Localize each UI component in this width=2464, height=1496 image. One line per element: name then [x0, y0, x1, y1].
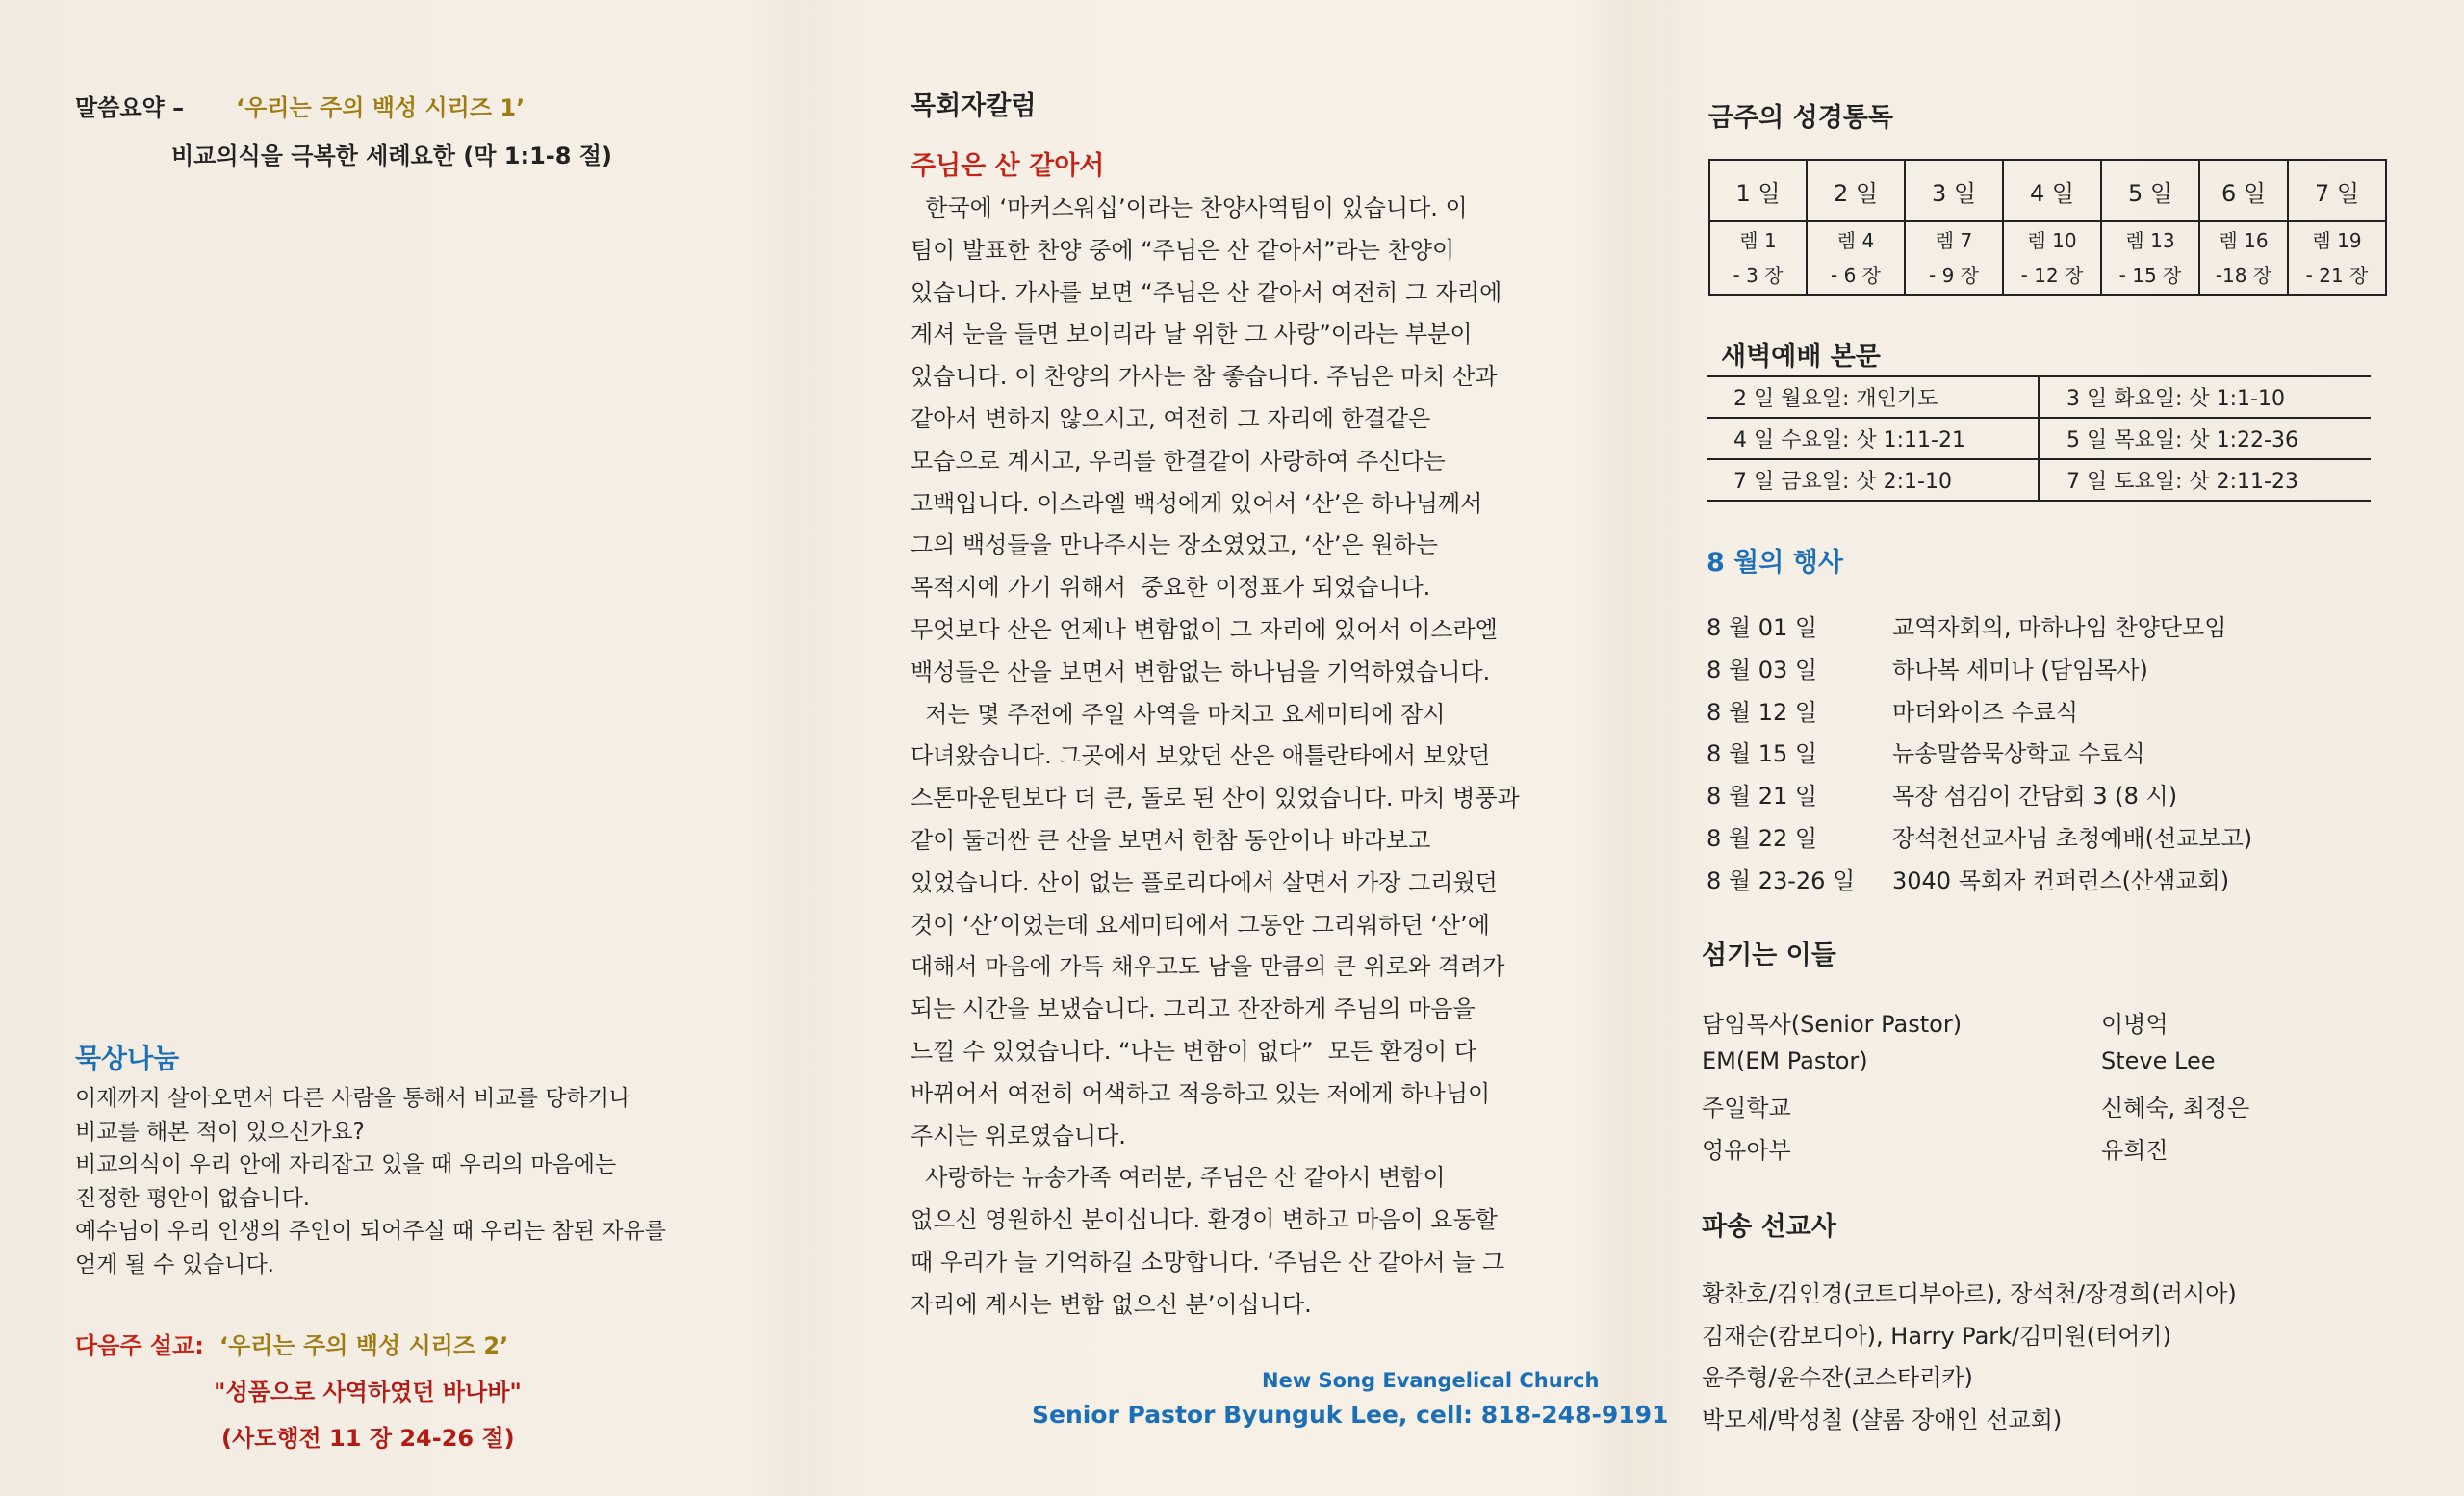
- column-line: 느낄 수 있었습니다. “나는 변함이 없다” 모든 환경이 다: [911, 1037, 1477, 1065]
- reading-cell: [2288, 221, 2386, 295]
- reading-book: 렘 7: [1935, 229, 1973, 252]
- column-line: 같아서 변하지 않으시고, 여전히 그 자리에 한결같은: [911, 404, 1431, 432]
- meditation-line: 비교를 해본 적이 있으신가요?: [75, 1119, 365, 1145]
- column-title: 주님은 산 같아서: [911, 151, 1105, 181]
- column-line: 팀이 발표한 찬양 중에 “주님은 산 같아서”라는 찬양이: [911, 236, 1455, 264]
- column-line: 때 우리가 늘 기억하길 소망합니다. ‘주님은 산 같아서 늘 그: [911, 1248, 1505, 1276]
- server-name: 유희진: [2101, 1137, 2169, 1164]
- dawn-heading: 새벽예배 본문: [1721, 342, 1881, 372]
- reading-book: 렘 10: [2027, 229, 2077, 252]
- meditation-line: 얻게 될 수 있습니다.: [75, 1251, 274, 1277]
- event-date: 8 월 12 일: [1707, 699, 1818, 726]
- event-name: 마더와이즈 수료식: [1892, 699, 2079, 726]
- reading-heading: 금주의 성경통독: [1708, 103, 1893, 133]
- dawn-cell: 7 일 금요일: 삿 2:1-10: [1707, 459, 2039, 501]
- reading-chapters: - 9 장: [1929, 264, 1979, 287]
- column-line: 있습니다. 가사를 보면 “주님은 산 같아서 여전히 그 자리에: [911, 278, 1502, 306]
- column-heading: 목회자칼럼: [911, 91, 1037, 121]
- column-line: 없으신 영원하신 분이십니다. 환경이 변하고 마음이 요동할: [911, 1206, 1498, 1234]
- meditation-line: 비교의식이 우리 안에 자리잡고 있을 때 우리의 마음에는: [75, 1152, 617, 1178]
- server-name: 이병억: [2101, 1011, 2169, 1038]
- meditation-text: [75, 1082, 666, 1282]
- dawn-cell: 4 일 수요일: 삿 1:11-21: [1707, 418, 2039, 459]
- next-sermon-reference: (사도행전 11 장 24-26 절): [221, 1425, 515, 1452]
- dawn-cell: 5 일 목요일: 삿 1:22-36: [2039, 418, 2371, 459]
- column-line: 스톤마운틴보다 더 큰, 돌로 된 산이 있었습니다. 마치 병풍과: [911, 785, 1520, 812]
- column-line: 주시는 위로였습니다.: [911, 1122, 1126, 1149]
- column-line: 것이 ‘산’이었는데 요세미티에서 그동안 그리워하던 ‘산’에: [911, 911, 1490, 939]
- reading-day: 7 일: [2288, 160, 2386, 221]
- event-name: 목장 섬김이 간담회 3 (8 시): [1892, 783, 2178, 810]
- reading-chapters: - 15 장: [2118, 264, 2182, 287]
- reading-book: 렘 13: [2125, 229, 2175, 252]
- reading-day: 3 일: [1905, 160, 2003, 221]
- column-line: 그의 백성들을 만나주시는 장소였었고, ‘산’은 원하는: [911, 531, 1438, 559]
- missionary-line: 황찬호/김인경(코트디부아르), 장석천/장경희(러시아): [1702, 1280, 2237, 1307]
- reading-chapters: - 21 장: [2305, 264, 2369, 287]
- server-role: 영유아부: [1702, 1137, 1791, 1164]
- meditation-line: 진정한 평안이 없습니다.: [75, 1185, 311, 1211]
- reading-cell: [1807, 221, 1905, 295]
- servers-heading: 섬기는 이들: [1702, 941, 1836, 970]
- reading-chapters: -18 장: [2215, 264, 2272, 287]
- event-date: 8 월 22 일: [1707, 825, 1818, 852]
- meditation-line: 예수님이 우리 인생의 주인이 되어주실 때 우리는 참된 자유를: [75, 1219, 666, 1245]
- meditation-line: 이제까지 살아오면서 다른 사람을 통해서 비교를 당하거나: [75, 1086, 631, 1111]
- server-role: 주일학교: [1702, 1095, 1791, 1122]
- meditation-heading: 묵상나눔: [75, 1043, 180, 1074]
- event-date: 8 월 23-26 일: [1707, 867, 1856, 894]
- column-line: 있었습니다. 산이 없는 플로리다에서 살면서 가장 그리웠던: [911, 868, 1498, 896]
- dawn-cell: 2 일 월요일: 개인기도: [1707, 376, 2039, 418]
- column-line: 바뀌어서 여전히 어색하고 적응하고 있는 저에게 하나님이: [911, 1079, 1491, 1107]
- next-sermon-label: 다음주 설교:: [75, 1332, 204, 1359]
- sermon-subtitle: 비교의식을 극복한 세례요한 (막 1:1-8 절): [171, 142, 612, 169]
- column-line: 고백입니다. 이스라엘 백성에게 있어서 ‘산’은 하나님께서: [911, 489, 1483, 517]
- column-line: 무엇보다 산은 언제나 변함없이 그 자리에 있어서 이스라엘: [911, 615, 1498, 643]
- missionary-line: 박모세/박성칠 (샬롬 장애인 선교회): [1702, 1406, 2063, 1433]
- server-role: EM(EM Pastor): [1702, 1047, 1868, 1074]
- event-name: 뉴송말씀묵상학교 수료식: [1892, 740, 2145, 767]
- event-name: 하나복 세미나 (담임목사): [1892, 657, 2148, 684]
- reading-table: [1708, 159, 2387, 296]
- event-date: 8 월 01 일: [1707, 614, 1818, 641]
- reading-day: 6 일: [2199, 160, 2288, 221]
- column-line: 있습니다. 이 찬양의 가사는 참 좋습니다. 주님은 마치 산과: [911, 363, 1498, 391]
- reading-chapters: - 3 장: [1732, 264, 1784, 287]
- next-sermon-title: "성품으로 사역하였던 바나바": [214, 1379, 522, 1406]
- reading-cell: [2101, 221, 2199, 295]
- event-name: 3040 목회자 컨퍼런스(산샘교회): [1892, 867, 2230, 894]
- event-date: 8 월 03 일: [1707, 657, 1818, 684]
- event-name: 교역자회의, 마하나임 찬양단모임: [1892, 614, 2227, 641]
- dawn-cell: 3 일 화요일: 삿 1:1-10: [2039, 376, 2371, 418]
- missionary-line: 윤주형/윤수잔(코스타리카): [1702, 1364, 1973, 1391]
- reading-cell: [1905, 221, 2003, 295]
- server-name: 신혜숙, 최정은: [2101, 1095, 2250, 1122]
- event-name: 장석천선교사님 초청예배(선교보고): [1892, 825, 2253, 852]
- event-date: 8 월 21 일: [1707, 783, 1818, 810]
- next-sermon-series: ‘우리는 주의 백성 시리즈 2’: [219, 1332, 509, 1359]
- column-line: 사랑하는 뉴송가족 여러분, 주님은 산 같아서 변함이: [911, 1164, 1446, 1192]
- reading-day: 2 일: [1807, 160, 1905, 221]
- reading-cell: [1709, 221, 1807, 295]
- missionary-line: 김재순(캄보디아), Harry Park/김미원(터어키): [1702, 1323, 2171, 1350]
- column-line: 자리에 계시는 변함 없으신 분’이십니다.: [911, 1290, 1312, 1318]
- column-line: 목적지에 가기 위해서 중요한 이정표가 되었습니다.: [911, 574, 1431, 602]
- reading-book: 렘 16: [2219, 229, 2269, 252]
- reading-day: 4 일: [2003, 160, 2101, 221]
- reading-chapters: - 12 장: [2020, 264, 2084, 287]
- column-line: 저는 몇 주전에 주일 사역을 마치고 요세미티에 잠시: [911, 700, 1446, 728]
- reading-book: 렘 19: [2312, 229, 2362, 252]
- pastor-contact: Senior Pastor Byunguk Lee, cell: 818-248-9191: [1032, 1401, 1669, 1429]
- reading-cell: [2003, 221, 2101, 295]
- reading-day: 5 일: [2101, 160, 2199, 221]
- series-title: ‘우리는 주의 백성 시리즈 1’: [236, 94, 526, 121]
- dawn-table: [1707, 375, 2371, 502]
- column-line: 한국에 ‘마커스워십’이라는 찬양사역팀이 있습니다. 이: [911, 194, 1468, 221]
- missionary-heading: 파송 선교사: [1702, 1212, 1836, 1242]
- event-date: 8 월 15 일: [1707, 740, 1818, 767]
- reading-book: 렘 1: [1739, 229, 1777, 252]
- events-heading: 8 월의 행사: [1707, 548, 1843, 578]
- summary-label: 말씀요약 –: [75, 94, 185, 121]
- dawn-cell: 7 일 토요일: 삿 2:11-23: [2039, 459, 2371, 501]
- reading-book: 렘 4: [1836, 229, 1875, 252]
- church-name: New Song Evangelical Church: [1262, 1369, 1600, 1392]
- column-line: 다녀왔습니다. 그곳에서 보았던 산은 애틀란타에서 보았던: [911, 742, 1491, 770]
- column-line: 같이 둘러싼 큰 산을 보면서 한참 동안이나 바라보고: [911, 826, 1431, 854]
- column-line: 모습으로 계시고, 우리를 한결같이 사랑하여 주신다는: [911, 447, 1446, 475]
- server-role: 담임목사(Senior Pastor): [1702, 1011, 1963, 1038]
- reading-chapters: - 6 장: [1831, 264, 1881, 287]
- server-name: Steve Lee: [2101, 1047, 2216, 1074]
- reading-day: 1 일: [1709, 160, 1807, 221]
- column-line: 대해서 마음에 가득 채우고도 남을 만큼의 큰 위로와 격려가: [911, 953, 1505, 981]
- column-line: 계셔 눈을 들면 보이리라 날 위한 그 사랑”이라는 부분이: [911, 321, 1473, 348]
- reading-cell: [2199, 221, 2288, 295]
- column-line: 백성들은 산을 보면서 변함없는 하나님을 기억하였습니다.: [911, 658, 1491, 685]
- column-line: 되는 시간을 보냈습니다. 그리고 잔잔하게 주님의 마음을: [911, 995, 1476, 1023]
- column-body: [911, 188, 1565, 1327]
